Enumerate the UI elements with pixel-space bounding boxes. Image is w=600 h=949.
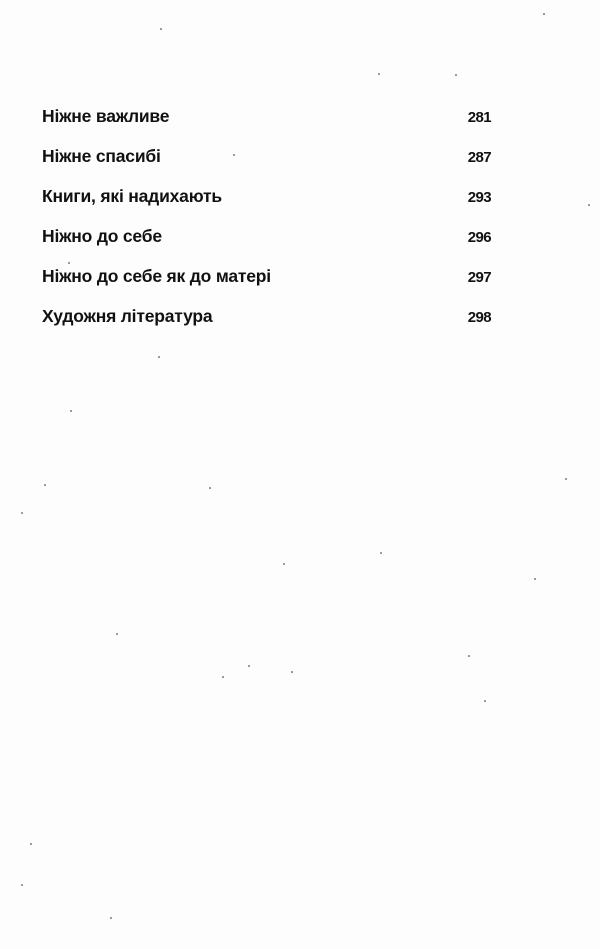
scan-speck	[110, 917, 112, 919]
toc-entry-page-number: 296	[467, 229, 491, 246]
toc-entry-title: Ніжно до себе	[42, 226, 162, 246]
scan-speck	[68, 262, 70, 264]
toc-entry-title: Книги, які надихають	[42, 186, 222, 206]
toc-entry-page-number: 298	[467, 309, 491, 326]
scan-speck	[484, 700, 486, 702]
toc-entry-page-number: 281	[467, 109, 491, 126]
scan-speck	[21, 884, 23, 886]
toc-entry	[42, 226, 491, 266]
toc-entry-title: Ніжне спасибі	[42, 146, 161, 166]
scan-speck	[30, 843, 32, 845]
scan-speck	[543, 13, 545, 15]
scan-speck	[116, 633, 118, 635]
scan-speck	[209, 487, 211, 489]
scan-speck	[378, 73, 380, 75]
scan-speck	[70, 410, 72, 412]
toc-entry-title: Художня література	[42, 306, 213, 326]
toc-entry	[42, 106, 491, 146]
toc-entry	[42, 186, 491, 226]
scan-speck	[222, 676, 224, 678]
scan-speck	[283, 563, 285, 565]
scan-speck	[44, 484, 46, 486]
toc-entry-page-number: 297	[467, 269, 491, 286]
scan-speck	[160, 28, 162, 30]
scan-speck	[588, 204, 590, 206]
scan-speck	[534, 578, 536, 580]
scan-speck	[565, 478, 567, 480]
scan-speck	[455, 74, 457, 76]
toc-entry-title: Ніжне важливе	[42, 106, 170, 126]
scan-speck	[291, 671, 293, 673]
scan-speck	[468, 655, 470, 657]
toc-entry	[42, 146, 491, 186]
scan-speck	[380, 552, 382, 554]
scan-speck	[21, 512, 23, 514]
toc-entry-page-number: 287	[467, 149, 491, 166]
toc-entry	[42, 266, 491, 306]
scan-speck	[233, 154, 235, 156]
table-of-contents	[42, 106, 491, 346]
toc-entry-title: Ніжно до себе як до матері	[42, 266, 271, 286]
scan-speck	[158, 356, 160, 358]
toc-entry	[42, 306, 491, 346]
scan-speck	[248, 665, 250, 667]
toc-entry-page-number: 293	[467, 189, 491, 206]
